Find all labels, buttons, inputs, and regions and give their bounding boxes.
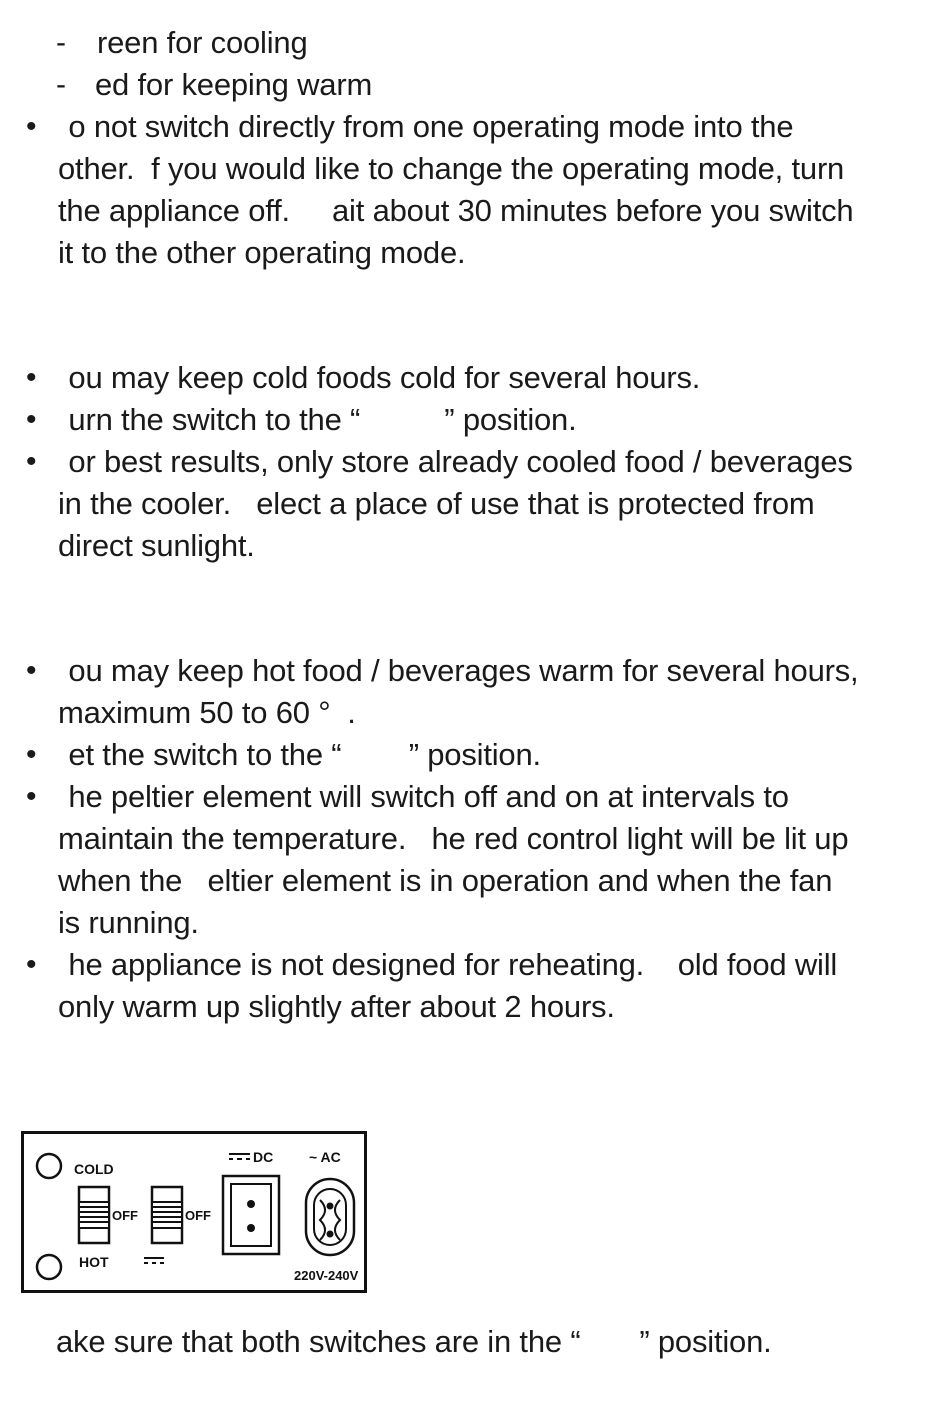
dc-socket-icon bbox=[223, 1176, 279, 1254]
cold-label: COLD bbox=[74, 1161, 114, 1177]
text-line: direct sunlight. bbox=[58, 528, 255, 563]
cold-indicator-light-icon bbox=[37, 1154, 61, 1178]
text-line: ou may keep hot food / beverages warm for several hours, bbox=[60, 653, 859, 688]
text-line: it to the other operating mode. bbox=[58, 235, 466, 270]
off-label-mode-switch: OFF bbox=[112, 1208, 138, 1223]
list-bullet: • bbox=[26, 403, 37, 436]
ac-label: ~ AC bbox=[309, 1149, 341, 1165]
list-bullet: • bbox=[26, 738, 37, 771]
text-line: reen for cooling bbox=[97, 25, 308, 60]
text-line: he appliance is not designed for reheating. old food will bbox=[60, 947, 838, 982]
list-dash: - bbox=[56, 26, 66, 59]
text-line: ed for keeping warm bbox=[95, 67, 373, 102]
power-switch-icon bbox=[152, 1187, 182, 1243]
control-panel-diagram bbox=[21, 1131, 367, 1293]
dc-label: DC bbox=[253, 1149, 274, 1165]
list-bullet: • bbox=[26, 445, 37, 478]
list-bullet: • bbox=[26, 361, 37, 394]
off-label-power-switch: OFF bbox=[185, 1208, 211, 1223]
text-line: he peltier element will switch off and on at intervals to bbox=[60, 779, 789, 814]
text-line: the appliance off. ait about 30 minutes before you switch bbox=[58, 193, 854, 228]
text-line: other. f you would like to change the operating mode, turn bbox=[58, 151, 845, 186]
text-line: ake sure that both switches are in the “ ” position. bbox=[56, 1324, 772, 1359]
list-bullet: • bbox=[26, 654, 37, 687]
text-line: et the switch to the “ ” position. bbox=[60, 737, 541, 772]
text-line: o not switch directly from one operating mode into the bbox=[60, 109, 794, 144]
text-line: maximum 50 to 60 ° . bbox=[58, 695, 356, 730]
text-line: urn the switch to the “ ” position. bbox=[60, 402, 577, 437]
ac-socket-icon bbox=[306, 1179, 354, 1255]
text-line: maintain the temperature. he red control light will be lit up bbox=[58, 821, 849, 856]
dc-symbol-header-icon bbox=[229, 1154, 250, 1159]
hot-label: HOT bbox=[79, 1254, 109, 1270]
list-bullet: • bbox=[26, 110, 37, 143]
mode-switch-icon bbox=[79, 1187, 109, 1243]
text-line: or best results, only store already cooled food / beverages bbox=[60, 444, 853, 479]
text-line: ou may keep cold foods cold for several hours. bbox=[60, 360, 701, 395]
voltage-label: 220V-240V bbox=[294, 1268, 359, 1283]
control-panel-svg bbox=[24, 1134, 364, 1290]
list-bullet: • bbox=[26, 948, 37, 981]
list-dash: - bbox=[56, 68, 66, 101]
text-line: is running. bbox=[58, 905, 199, 940]
list-bullet: • bbox=[26, 780, 37, 813]
dc-symbol-icon bbox=[144, 1258, 164, 1263]
text-line: in the cooler. elect a place of use that is protected from bbox=[58, 486, 815, 521]
hot-indicator-light-icon bbox=[37, 1255, 61, 1279]
text-line: only warm up slightly after about 2 hours. bbox=[58, 989, 615, 1024]
text-line: when the eltier element is in operation and when the fan bbox=[58, 863, 833, 898]
